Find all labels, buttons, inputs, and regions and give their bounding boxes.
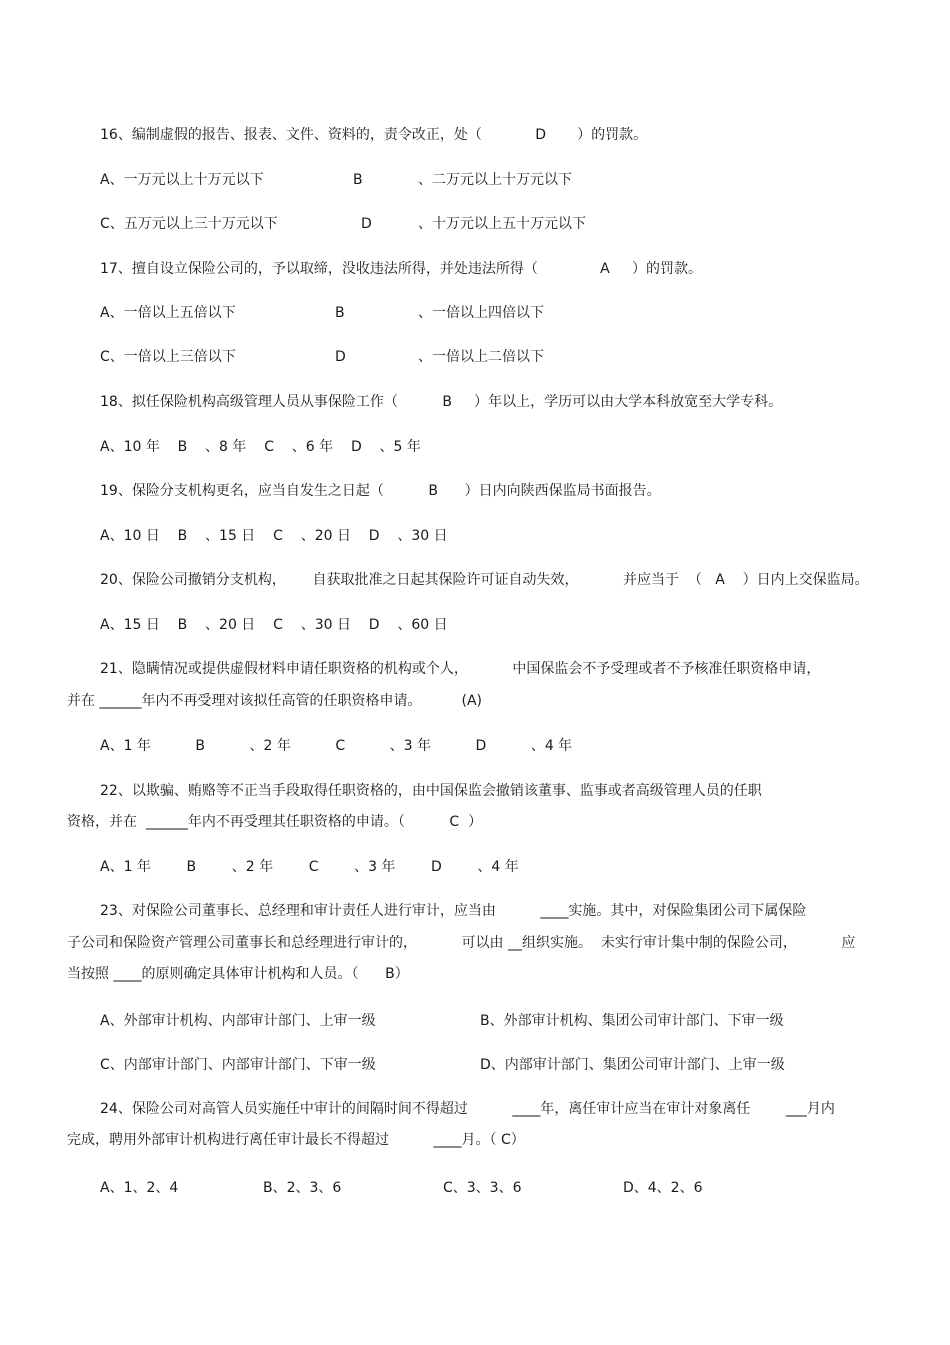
option-d-letter: D xyxy=(361,216,372,232)
question-18: 18、拟任保险机构高级管理人员从事保险工作（ B ）年以上，学历可以由大学本科放宽至大学专科。 xyxy=(100,394,783,410)
options-20: A、15 日 B 、20 日 C 、30 日 D 、60 日 xyxy=(100,617,448,633)
question-22-line-2: 资格，并在 ______年内不再受理其任职资格的申请。（ C ） xyxy=(67,814,483,830)
option-c: C、内部审计部门、内部审计部门、下审一级 xyxy=(100,1057,376,1073)
question-22-line-1: 22、以欺骗、贿赂等不正当手段取得任职资格的，由中国保监会撤销该董事、监事或者高级管理人员的任职 xyxy=(100,783,762,799)
option-c: C、3、3、6 xyxy=(443,1180,522,1196)
question-21-line-1: 21、隐瞒情况或提供虚假材料申请任职资格的机构或个人， 中国保监会不予受理或者不予核准任职资格申请， xyxy=(100,661,821,677)
question-23-line-1: 23、对保险公司董事长、总经理和审计责任人进行审计，应当由 ____实施。其中，对保险集团公司下属保险 xyxy=(100,903,807,919)
option-d: D、内部审计部门、集团公司审计部门、上审一级 xyxy=(480,1057,785,1073)
option-a: A、一万元以上十万元以下 xyxy=(100,172,264,188)
option-a: A、外部审计机构、内部审计部门、上审一级 xyxy=(100,1013,376,1029)
question-24-line-1: 24、保险公司对高管人员实施任中审计的间隔时间不得超过 ____年，离任审计应当在审计对象离任 ___月内 xyxy=(100,1101,835,1117)
question-19: 19、保险分支机构更名，应当自发生之日起（ B ）日内向陕西保监局书面报告。 xyxy=(100,483,661,499)
option-d: D、4、2、6 xyxy=(623,1180,703,1196)
option-c: C、五万元以上三十万元以下 xyxy=(100,216,278,232)
option-b: 、一倍以上四倍以下 xyxy=(418,305,544,321)
option-b-letter: B xyxy=(335,305,345,321)
question-23-line-3: 当按照 ____的原则确定具体审计机构和人员。（ B） xyxy=(67,966,409,982)
option-a: A、一倍以上五倍以下 xyxy=(100,305,236,321)
question-24-line-2: 完成，聘用外部审计机构进行离任审计最长不得超过 ____月。（ C） xyxy=(67,1132,525,1148)
question-23-line-2: 子公司和保险资产管理公司董事长和总经理进行审计的， 可以由 __组织实施。 未实行审计集中制的保险公司， 应 xyxy=(67,935,856,951)
option-a: A、1、2、4 xyxy=(100,1180,179,1196)
option-b-letter: B xyxy=(353,172,363,188)
option-d: 、十万元以上五十万元以下 xyxy=(418,216,586,232)
options-21: A、1 年 B 、2 年 C 、3 年 D 、4 年 xyxy=(100,738,573,754)
question-21-line-2: 并在 ______年内不再受理对该拟任高管的任职资格申请。 (A) xyxy=(67,693,483,709)
options-18: A、10 年 B 、8 年 C 、6 年 D 、5 年 xyxy=(100,439,421,455)
option-row-24 xyxy=(100,1179,703,1269)
option-d-letter: D xyxy=(335,349,346,365)
options-22: A、1 年 B 、2 年 C 、3 年 D 、4 年 xyxy=(100,859,519,875)
option-c: C、一倍以上三倍以下 xyxy=(100,349,236,365)
question-16: 16、编制虚假的报告、报表、文件、资料的，责令改正，处（ D ）的罚款。 xyxy=(100,127,648,143)
option-b: 、二万元以上十万元以下 xyxy=(418,172,572,188)
option-b: B、2、3、6 xyxy=(263,1180,342,1196)
option-d: 、一倍以上二倍以下 xyxy=(418,349,544,365)
options-19: A、10 日 B 、15 日 C 、20 日 D 、30 日 xyxy=(100,528,448,544)
question-17: 17、擅自设立保险公司的，予以取缔，没收违法所得，并处违法所得（ A ）的罚款。 xyxy=(100,261,702,277)
option-b: B、外部审计机构、集团公司审计部门、下审一级 xyxy=(480,1013,784,1029)
question-20: 20、保险公司撤销分支机构， 自获取批准之日起其保险许可证自动失效， 并应当于 （ A ）日内上交保监局。 xyxy=(100,572,869,588)
